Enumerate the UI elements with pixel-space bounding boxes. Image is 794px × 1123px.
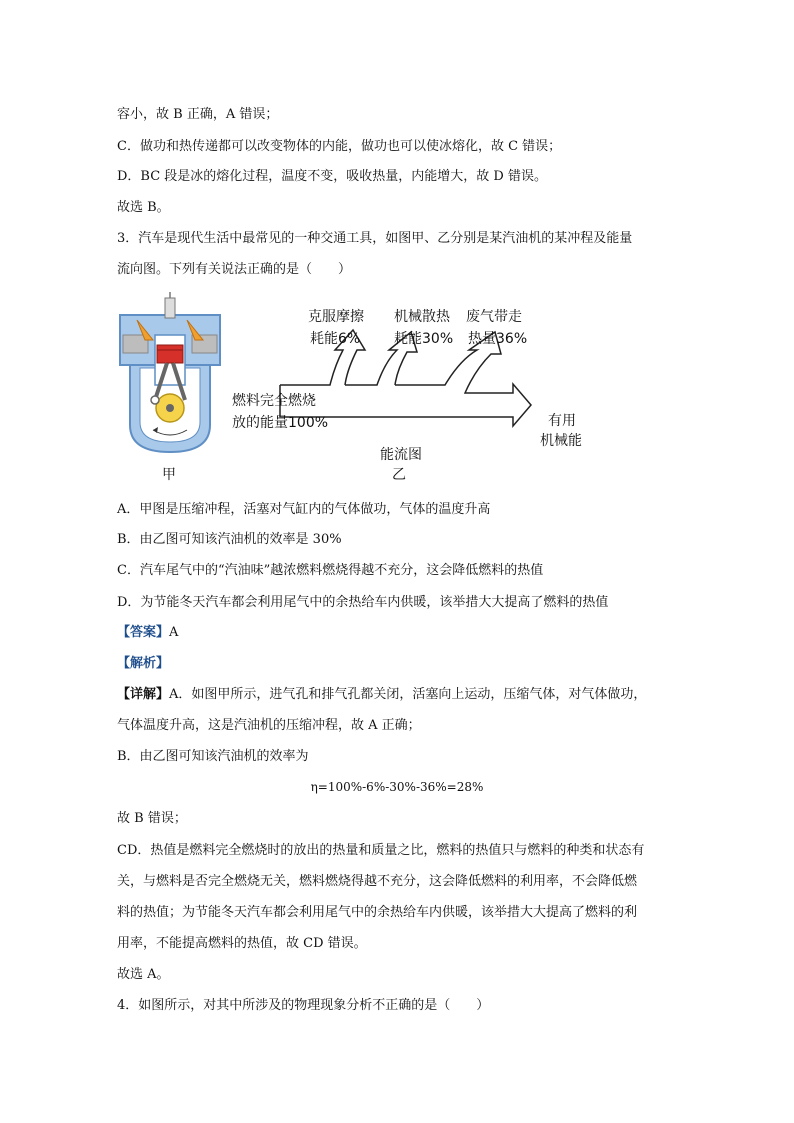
analysis-label: 【解析】: [117, 656, 170, 671]
flow-label-friction-1: 克服摩擦: [308, 309, 364, 325]
flow-label-input-1: 燃料完全燃烧: [232, 393, 316, 409]
flow-label-heat-2: 耗能30%: [394, 331, 454, 347]
text-line: 容小，故 B 正确，A 错误；: [117, 107, 279, 122]
flow-label-useful-2: 机械能: [540, 433, 582, 449]
choose-a: 故选 A。: [117, 967, 170, 982]
flow-label-useful-1: 有用: [548, 413, 576, 429]
detail-label: 【详解】: [117, 687, 170, 702]
option-b: B．由乙图可知该汽油机的效率是 30%: [117, 532, 342, 547]
detail-a2: 气体温度升高，这是汽油机的压缩冲程，故 A 正确；: [117, 718, 421, 733]
flow-title: 能流图: [380, 447, 422, 463]
flow-label-friction-2: 耗能6%: [310, 331, 361, 347]
option-c: C．汽车尾气中的“汽油味”越浓燃料燃烧得越不充分，这会降低燃料的热值: [117, 563, 544, 578]
detail-cd1: CD．热值是燃料完全燃烧时的放出的热量和质量之比，燃料的热值只与燃料的种类和状态有: [117, 843, 645, 858]
flow-label-input-2: 放的能量100%: [232, 415, 329, 431]
detail-a1: A．如图甲所示，进气孔和排气孔都关闭，活塞向上运动，压缩气体，对气体做功，: [169, 687, 647, 702]
detail-cd3: 料的热值；为节能冬天汽车都会利用尾气中的余热给车内供暖，该举措大大提高了燃料的利: [117, 905, 638, 920]
flow-label-exhaust-1: 废气带走: [466, 309, 522, 325]
option-a: A．甲图是压缩冲程，活塞对气缸内的气体做功，气体的温度升高: [117, 502, 491, 517]
text-line: 故选 B。: [117, 200, 170, 215]
text-line: D．BC 段是冰的熔化过程，温度不变，吸收热量，内能增大，故 D 错误。: [117, 169, 547, 184]
figure-label-yi: 乙: [392, 467, 406, 483]
engine-diagram: [120, 292, 220, 452]
figure-label-jia: 甲: [162, 467, 176, 483]
question-3-line2: 流向图。下列有关说法正确的是（ ）: [117, 262, 352, 277]
efficiency-formula: η=100%-6%-30%-36%=28%: [310, 780, 484, 794]
option-d: D．为节能冬天汽车都会利用尾气中的余热给车内供暖，该举措大大提高了燃料的热值: [117, 595, 609, 610]
text-line: C．做功和热传递都可以改变物体的内能，做功也可以使冰熔化，故 C 错误；: [117, 139, 562, 154]
detail-b1: B．由乙图可知该汽油机的效率为: [117, 749, 309, 764]
detail-line: [117, 686, 646, 704]
answer-line: [117, 624, 178, 642]
detail-cd4: 用率，不能提高燃料的热值，故 CD 错误。: [117, 936, 367, 951]
detail-cd2: 关，与燃料是否完全燃烧无关，燃料燃烧得越不充分，这会降低燃料的利用率，不会降低燃: [117, 874, 638, 889]
flow-label-exhaust-2: 热量36%: [468, 331, 528, 347]
flow-label-heat-1: 机械散热: [394, 309, 450, 325]
analysis-line: [117, 655, 169, 673]
answer-label: 【答案】: [117, 625, 170, 640]
question-3-line1: 3．汽车是现代生活中最常见的一种交通工具，如图甲、乙分别是某汽油机的某冲程及能量: [117, 231, 633, 246]
question-4: 4．如图所示，对其中所涉及的物理现象分析不正确的是（ ）: [117, 998, 490, 1013]
detail-b2: 故 B 错误；: [117, 811, 187, 826]
answer-value: A: [169, 625, 179, 640]
